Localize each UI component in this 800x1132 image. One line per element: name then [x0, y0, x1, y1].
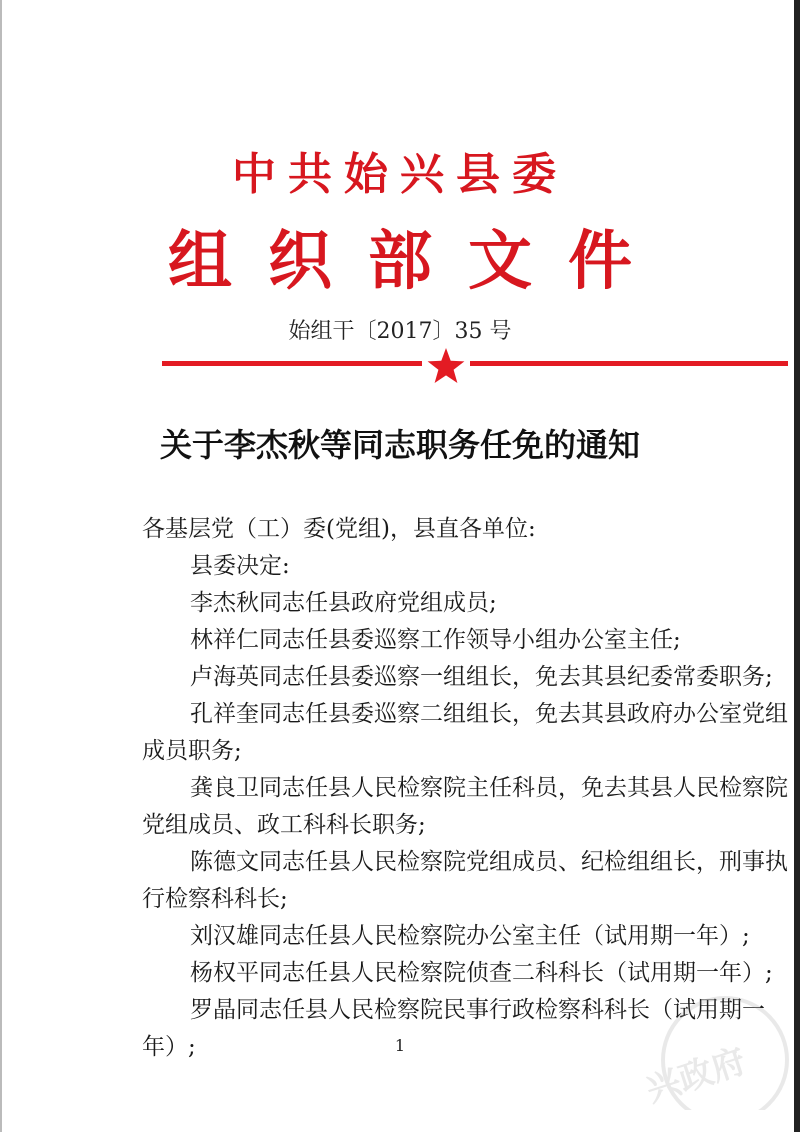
star-icon — [426, 346, 466, 386]
red-rule-left — [162, 361, 422, 366]
body-line: 孔祥奎同志任县委巡察二组组长，免去其县政府办公室党组 — [190, 701, 788, 727]
body-line: 李杰秋同志任县政府党组成员; — [190, 590, 497, 616]
body-line: 罗晶同志任县人民检察院民事行政检察科科长（试用期一 — [190, 997, 765, 1023]
body-line: 党组成员、政工科科长职务; — [142, 812, 426, 838]
body-line: 龚良卫同志任县人民检察院主任科员，免去其县人民检察院 — [190, 775, 788, 801]
body-line: 成员职务; — [142, 738, 242, 764]
notice-title: 关于李杰秋等同志职务任免的通知 — [159, 426, 640, 464]
body-line: 年）; — [142, 1034, 196, 1060]
body-line: 县委决定: — [190, 553, 290, 579]
issuer-line-1: 中共始兴县委 — [232, 149, 568, 200]
watermark-text: 兴政府 — [641, 1041, 751, 1111]
issuer-line-2: 组织部文件 — [168, 224, 668, 299]
body-line: 卢海英同志任县委巡察一组组长，免去其县纪委常委职务; — [190, 664, 773, 690]
red-rule-right — [470, 361, 788, 366]
body-line: 林祥仁同志任县委巡察工作领导小组办公室主任; — [190, 627, 681, 653]
body-line: 杨权平同志任县人民检察院侦查二科科长（试用期一年）; — [190, 960, 773, 986]
page-number: 1 — [394, 1036, 406, 1055]
watermark-seal — [630, 990, 800, 1110]
body-line: 行检察科科长; — [142, 886, 288, 912]
salutation: 各基层党（工）委(党组)，县直各单位: — [142, 516, 536, 542]
body-line: 陈德文同志任县人民检察院党组成员、纪检组组长，刑事执 — [190, 849, 788, 875]
body-line: 刘汉雄同志任县人民检察院办公室主任（试用期一年）; — [190, 923, 750, 949]
document-number: 始组干〔2017〕35 号 — [288, 319, 512, 344]
